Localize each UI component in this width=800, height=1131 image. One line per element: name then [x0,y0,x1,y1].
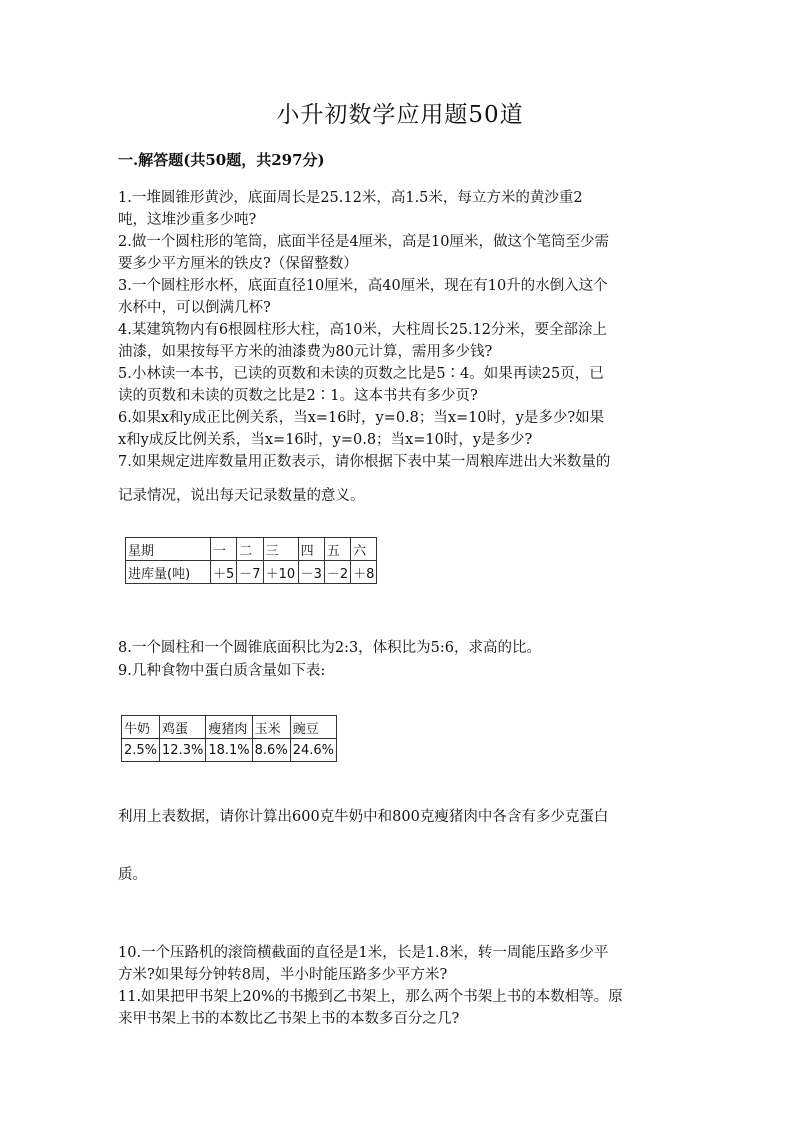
table-cell: 六 [351,538,377,561]
table-row [122,716,337,739]
question-6-line-2: x和y成反比例关系，当x=16时，y=0.8；当x=10时，y是多少? [118,432,533,448]
question-2-line-1: 2.做一个圆柱形的笔筒，底面半径是4厘米，高是10厘米，做这个笔筒至少需 [118,234,610,250]
table-cell: 24.6% [290,739,336,762]
table-cell: 8.6% [252,739,290,762]
page-title: 小升初数学应用题50道 [276,102,524,128]
question-2-line-2: 要多少平方厘米的铁皮?（保留整数） [118,256,358,272]
table-cell: 豌豆 [290,716,336,739]
table-cell: 瘦猪肉 [206,716,252,739]
question-7-line-2: 记录情况，说出每天记录数量的意义。 [118,488,365,504]
grain-storage-table [125,537,377,584]
question-8: 8.一个圆柱和一个圆锥底面积比为2:3，体积比为5:6，求高的比。 [118,640,542,656]
question-1-line-2: 吨，这堆沙重多少吨? [118,212,257,228]
question-3-line-1: 3.一个圆柱形水杯，底面直径10厘米，高40厘米，现在有10升的水倒入这个 [118,278,608,294]
table-cell: 星期 [126,538,211,561]
section-heading: 一.解答题(共50题，共297分) [118,151,325,169]
table-cell: 进库量(吨) [126,561,211,584]
question-1-line-1: 1.一堆圆锥形黄沙，底面周长是25.12米，高1.5米，每立方米的黄沙重2 [118,190,583,206]
question-7-line-1: 7.如果规定进库数量用正数表示，请你根据下表中某一周粮库进出大米数量的 [118,454,611,470]
table-cell: ＋8 [351,561,377,584]
table-cell: ＋10 [263,561,298,584]
question-5-line-1: 5.小林读一本书，已读的页数和未读的页数之比是5∶4。如果再读25页，已 [118,366,604,382]
table-cell: 五 [324,538,350,561]
question-9-followup-line-2: 质。 [118,867,147,883]
table-cell: 二 [237,538,263,561]
question-10-line-2: 方米?如果每分钟转8周，半小时能压路多少平方米? [118,967,448,983]
question-10-line-1: 10.一个压路机的滚筒横截面的直径是1米，长是1.8米，转一周能压路多少平 [118,945,609,961]
table-cell: －2 [324,561,350,584]
question-9: 9.几种食物中蛋白质含量如下表: [118,663,326,679]
table-cell: 鸡蛋 [160,716,206,739]
question-9-followup-line-1: 利用上表数据，请你计算出600克牛奶中和800克瘦猪肉中各含有多少克蛋白 [118,809,609,825]
question-3-line-2: 水杯中，可以倒满几杯? [118,300,271,316]
table-cell: ＋5 [211,561,237,584]
table-cell: 牛奶 [122,716,160,739]
table-cell: 2.5% [122,739,160,762]
table-cell: 玉米 [252,716,290,739]
table-row [126,561,377,584]
table-cell: －3 [298,561,324,584]
protein-content-table [121,715,337,762]
question-4-line-2: 油漆，如果按每平方米的油漆费为80元计算，需用多少钱? [118,344,493,360]
table-row [122,739,337,762]
table-cell: 18.1% [206,739,252,762]
table-cell: 四 [298,538,324,561]
table-row [126,538,377,561]
question-6-line-1: 6.如果x和y成正比例关系，当x=16时，y=0.8；当x=10时，y是多少?如果 [118,410,605,426]
table-cell: －7 [237,561,263,584]
question-4-line-1: 4.某建筑物内有6根圆柱形大柱，高10米，大柱周长25.12分米，要全部涂上 [118,322,608,338]
table-cell: 12.3% [160,739,206,762]
question-11-line-1: 11.如果把甲书架上20%的书搬到乙书架上，那么两个书架上书的本数相等。原 [118,989,623,1005]
table-cell: 三 [263,538,298,561]
table-cell: 一 [211,538,237,561]
question-11-line-2: 来甲书架上书的本数比乙书架上书的本数多百分之几? [118,1011,460,1027]
question-5-line-2: 读的页数和未读的页数之比是2∶1。这本书共有多少页? [118,388,478,404]
